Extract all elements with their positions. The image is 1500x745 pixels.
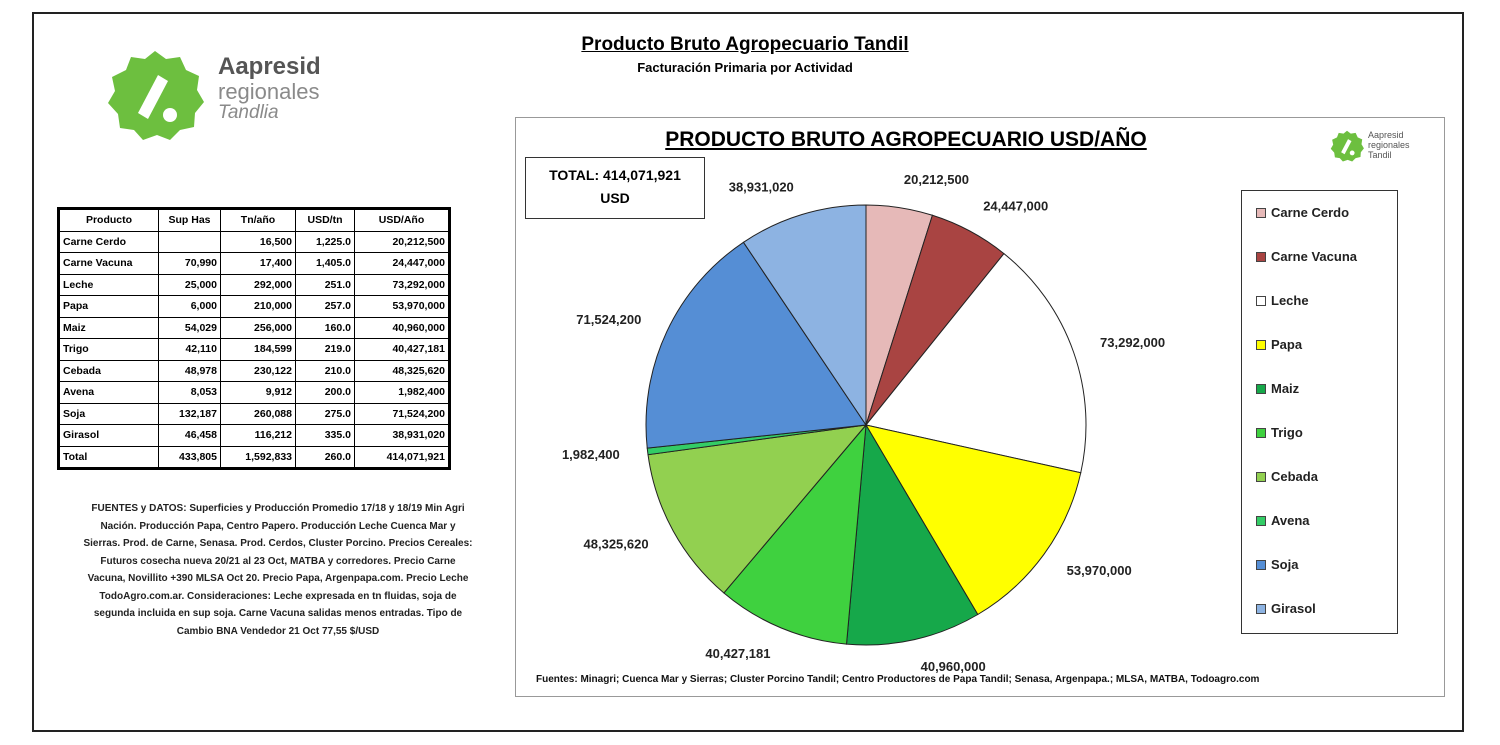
mini-logo-mark-icon bbox=[1328, 126, 1366, 166]
legend-label: Girasol bbox=[1271, 601, 1316, 616]
table-cell: 335.0 bbox=[296, 425, 355, 447]
table-cell: 132,187 bbox=[159, 403, 221, 425]
table-row bbox=[59, 425, 450, 447]
table-cell: 8,053 bbox=[159, 382, 221, 404]
pie-value-label: 71,524,200 bbox=[576, 311, 642, 327]
legend-swatch bbox=[1256, 472, 1266, 482]
table-cell: 1,405.0 bbox=[296, 253, 355, 275]
legend-label: Soja bbox=[1271, 557, 1299, 572]
pie-value-label: 38,931,020 bbox=[728, 179, 794, 195]
table-cell: Maiz bbox=[59, 317, 159, 339]
table-header-cell: Sup Has bbox=[159, 209, 221, 232]
chart-title: PRODUCTO BRUTO AGROPECUARIO USD/AÑO bbox=[665, 128, 1147, 151]
mini-logo-name: Aapresid bbox=[1368, 130, 1404, 140]
table-row bbox=[59, 231, 450, 253]
legend-swatch bbox=[1256, 296, 1266, 306]
legend-item bbox=[1256, 293, 1309, 308]
legend-item bbox=[1256, 601, 1316, 616]
notes-line: FUENTES y DATOS: Superficies y Producción Promedio 17/18 y 18/19 Min Agri bbox=[91, 503, 465, 514]
table-cell: 24,447,000 bbox=[355, 253, 450, 275]
pie-value-label: 24,447,000 bbox=[983, 198, 1049, 214]
table-row bbox=[59, 296, 450, 318]
table-row bbox=[59, 360, 450, 382]
table-cell: 48,978 bbox=[159, 360, 221, 382]
notes-line: segunda incluida en sup soja. Carne Vacuna salidas menos entradas. Tipo de bbox=[93, 608, 463, 619]
table-cell: 184,599 bbox=[221, 339, 296, 361]
table-cell: 73,292,000 bbox=[355, 274, 450, 296]
legend-swatch bbox=[1256, 604, 1266, 614]
table-row bbox=[59, 339, 450, 361]
pie-value-label: 48,325,620 bbox=[583, 536, 649, 552]
table-cell: 40,427,181 bbox=[355, 339, 450, 361]
table-row bbox=[59, 382, 450, 404]
table-cell: 54,029 bbox=[159, 317, 221, 339]
table-cell: 210.0 bbox=[296, 360, 355, 382]
notes-line: Sierras. Prod. de Carne, Senasa. Prod. Cerdos, Cluster Porcino. Precios Cereales: bbox=[83, 538, 473, 549]
table-cell: 9,912 bbox=[221, 382, 296, 404]
table-cell: 1,592,833 bbox=[221, 446, 296, 469]
logo-name: Aapresid bbox=[218, 53, 321, 80]
chart-legend bbox=[1241, 190, 1398, 634]
notes-line: Vacuna, Novillito +390 MLSA Oct 20. Precio Papa, Argenpapa.com. Precio Leche bbox=[87, 573, 469, 584]
table-cell: Total bbox=[59, 446, 159, 469]
table-cell: 257.0 bbox=[296, 296, 355, 318]
legend-item bbox=[1256, 381, 1299, 396]
notes-line: Futuros cosecha nueva 20/21 al 23 Oct, MATBA y corredores. Precio Carne bbox=[100, 555, 456, 567]
table-cell: 42,110 bbox=[159, 339, 221, 361]
table-header-row bbox=[59, 209, 450, 232]
legend-swatch bbox=[1256, 340, 1266, 350]
legend-swatch bbox=[1256, 252, 1266, 262]
table-cell: Trigo bbox=[59, 339, 159, 361]
table-cell bbox=[159, 231, 221, 253]
legend-item bbox=[1256, 249, 1357, 264]
pie-value-label: 40,427,181 bbox=[705, 645, 771, 661]
table-cell: 1,225.0 bbox=[296, 231, 355, 253]
page-header bbox=[0, 34, 1500, 75]
table-cell: 414,071,921 bbox=[355, 446, 450, 469]
pie-value-label: 40,960,000 bbox=[920, 658, 986, 674]
table-cell: 116,212 bbox=[221, 425, 296, 447]
table-cell: 48,325,620 bbox=[355, 360, 450, 382]
table-cell: 210,000 bbox=[221, 296, 296, 318]
legend-label: Carne Vacuna bbox=[1271, 249, 1357, 264]
chart-panel bbox=[515, 117, 1445, 697]
table-cell: 219.0 bbox=[296, 339, 355, 361]
page-subtitle: Facturación Primaria por Actividad bbox=[637, 60, 853, 75]
legend-item bbox=[1256, 557, 1298, 572]
table-cell: Leche bbox=[59, 274, 159, 296]
table-cell: Avena bbox=[59, 382, 159, 404]
legend-label: Avena bbox=[1271, 513, 1310, 528]
table-header-cell: Tn/año bbox=[221, 209, 296, 232]
legend-label: Trigo bbox=[1271, 425, 1303, 440]
pie-value-label: 73,292,000 bbox=[1100, 334, 1166, 350]
table-row bbox=[59, 403, 450, 425]
table-cell: 256,000 bbox=[221, 317, 296, 339]
legend-swatch bbox=[1256, 428, 1266, 438]
pie-value-label: 53,970,000 bbox=[1066, 562, 1132, 578]
table-header-cell: USD/Año bbox=[355, 209, 450, 232]
table-cell: 40,960,000 bbox=[355, 317, 450, 339]
table-cell: 260,088 bbox=[221, 403, 296, 425]
legend-item bbox=[1256, 469, 1318, 484]
table-row bbox=[59, 274, 450, 296]
total-unit: USD bbox=[600, 190, 630, 206]
table-header-cell: USD/tn bbox=[296, 209, 355, 232]
table-total-row bbox=[59, 446, 450, 469]
legend-swatch bbox=[1256, 208, 1266, 218]
table-cell: 160.0 bbox=[296, 317, 355, 339]
logo-line3: Tandlia bbox=[218, 102, 279, 123]
legend-swatch bbox=[1256, 516, 1266, 526]
notes-line: Nación. Producción Papa, Centro Papero. Producción Leche Cuenca Mar y bbox=[100, 520, 456, 532]
total-value: TOTAL: 414,071,921 bbox=[549, 167, 681, 183]
table-cell: 16,500 bbox=[221, 231, 296, 253]
table-cell: 17,400 bbox=[221, 253, 296, 275]
legend-label: Papa bbox=[1271, 337, 1303, 352]
notes-line: Cambio BNA Vendedor 21 Oct 77,55 $/USD bbox=[176, 625, 380, 637]
mini-logo bbox=[1328, 126, 1438, 174]
table-cell: 6,000 bbox=[159, 296, 221, 318]
page-title: Producto Bruto Agropecuario Tandil bbox=[581, 34, 909, 55]
table-cell: Girasol bbox=[59, 425, 159, 447]
table-cell: 1,982,400 bbox=[355, 382, 450, 404]
sources-notes bbox=[62, 500, 494, 640]
table-cell: Papa bbox=[59, 296, 159, 318]
notes-line: TodoAgro.com.ar. Consideraciones: Leche expresada en tn fluidas, soja de bbox=[99, 590, 457, 602]
table-cell: 251.0 bbox=[296, 274, 355, 296]
table-cell: 260.0 bbox=[296, 446, 355, 469]
table-row bbox=[59, 317, 450, 339]
table-cell: Cebada bbox=[59, 360, 159, 382]
table-cell: 292,000 bbox=[221, 274, 296, 296]
table-cell: Carne Vacuna bbox=[59, 253, 159, 275]
data-table bbox=[57, 207, 451, 470]
table-cell: 200.0 bbox=[296, 382, 355, 404]
chart-sources: Fuentes: Minagri; Cuenca Mar y Sierras; Cluster Porcino Tandil; Centro Productores de Papa Tandil; Senasa, Argenpapa.; MLSA, MATBA, Todoagro.com bbox=[536, 674, 1260, 685]
table-cell: 230,122 bbox=[221, 360, 296, 382]
mini-logo-line3: Tandil bbox=[1368, 150, 1392, 160]
legend-swatch bbox=[1256, 384, 1266, 394]
table-cell: 53,970,000 bbox=[355, 296, 450, 318]
pie-value-label: 20,212,500 bbox=[903, 171, 969, 187]
table-cell: 38,931,020 bbox=[355, 425, 450, 447]
pie-value-label: 1,982,400 bbox=[561, 446, 620, 462]
table-row bbox=[59, 253, 450, 275]
legend-item bbox=[1256, 337, 1302, 352]
legend-swatch bbox=[1256, 560, 1266, 570]
legend-label: Carne Cerdo bbox=[1271, 205, 1350, 220]
table-header-cell: Producto bbox=[59, 209, 159, 232]
legend-item bbox=[1256, 513, 1310, 528]
table-cell: 46,458 bbox=[159, 425, 221, 447]
legend-label: Maiz bbox=[1271, 381, 1300, 396]
table-cell: 433,805 bbox=[159, 446, 221, 469]
legend-item bbox=[1256, 205, 1349, 220]
legend-label: Cebada bbox=[1271, 469, 1318, 484]
table-cell: 275.0 bbox=[296, 403, 355, 425]
legend-item bbox=[1256, 425, 1303, 440]
table-cell: 71,524,200 bbox=[355, 403, 450, 425]
legend-label: Leche bbox=[1271, 293, 1309, 308]
mini-logo-line2: regionales bbox=[1368, 140, 1410, 150]
total-box bbox=[525, 157, 705, 219]
table-cell: 25,000 bbox=[159, 274, 221, 296]
table-cell: 20,212,500 bbox=[355, 231, 450, 253]
logo-line2: regionales bbox=[218, 79, 320, 104]
table-cell: 70,990 bbox=[159, 253, 221, 275]
table-cell: Soja bbox=[59, 403, 159, 425]
table-cell: Carne Cerdo bbox=[59, 231, 159, 253]
